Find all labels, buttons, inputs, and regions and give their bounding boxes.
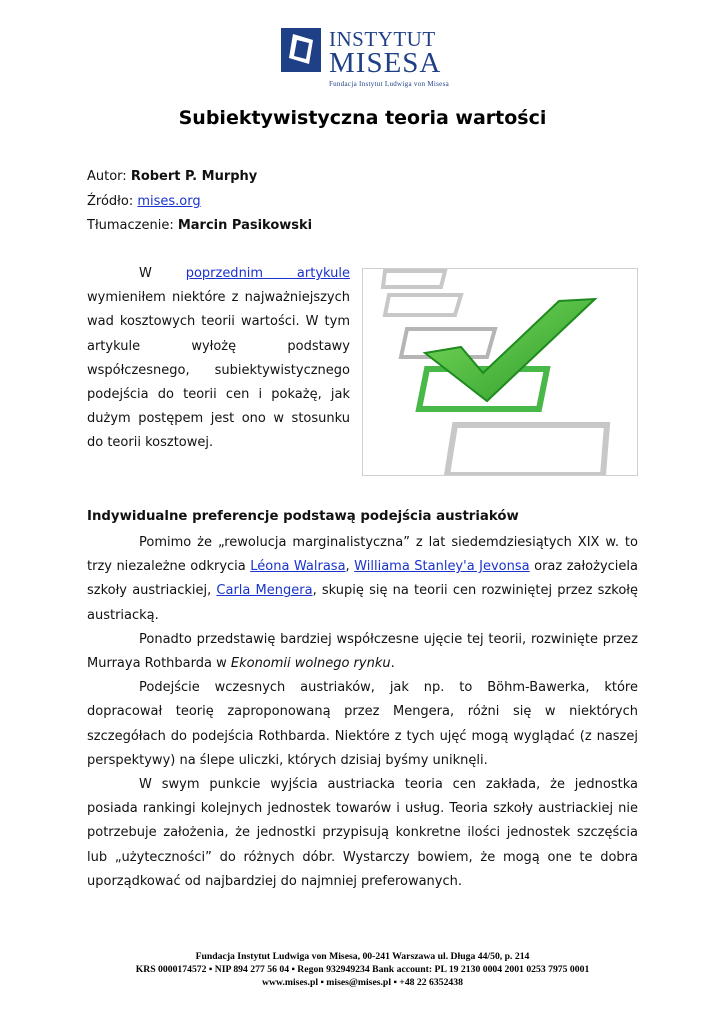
logo-line2: MISESA <box>329 47 442 79</box>
institute-logo-mark-icon <box>279 26 325 76</box>
checklist-image <box>362 268 638 476</box>
translator-name: Marcin Pasikowski <box>177 218 313 233</box>
logo <box>279 26 449 88</box>
book-title: Ekonomii wolnego rynku <box>230 656 391 672</box>
section-heading: Indywidualne preferencje podstawą podejścia austriaków <box>87 509 519 524</box>
p1-text-c: oraz założyciela szkoły austriackiej, <box>87 559 638 599</box>
page-title: Subiektywistyczna teoria wartości <box>178 107 547 129</box>
p1-text-b: , <box>345 559 355 575</box>
author-label: Autor: <box>87 169 131 184</box>
logo-subtitle: Fundacja Instytut Ludwiga von Misesa <box>328 80 449 88</box>
intro-text-rest: wymieniłem niektóre z najważniejszych wad kosztowych teorii wartości. W tym artykule wyłożę podstawy współczesnego, subiektywistycznego podejścia do teorii cen i pokażę, jak dużym postępem jest ono w stosunku do teorii kosztowej. <box>87 290 350 451</box>
previous-article-link[interactable]: poprzednim artykule <box>185 266 350 281</box>
footer-contact: www.mises.pl ▪ mises@mises.pl ▪ +48 22 6352438 <box>262 977 463 988</box>
article-body <box>87 531 638 894</box>
paragraph-3: Podejście wczesnych austriaków, jak np. to Böhm-Bawerka, które dopracował teorię zaproponowaną przez Mengera, różni się w niektórych szczegółach do podejścia Rothbarda. Niektóre z tych ujęć mogą wyglądać (z naszej perspektywy) na ślepe uliczki, których dzisiaj byśmy uniknęli. <box>87 680 638 768</box>
paragraph-1 <box>87 531 638 628</box>
translation-label: Tłumaczenie: <box>87 218 178 233</box>
intro-paragraph <box>87 262 350 456</box>
walras-link[interactable]: Léona Walrasa <box>250 559 346 575</box>
p2-text-b: . <box>390 656 395 672</box>
paragraph-4: W swym punkcie wyjścia austriacka teoria cen zakłada, że jednostka posiada rankingi kolejnych jednostek towarów i usług. Teoria szkoły austriackiej nie potrzebuje założenia, że jednostki przypisują konkretne ilości jednostek szczęścia lub „użyteczności” do różnych dóbr. Wystarczy bowiem, że mogą one te dobra uporządkować od najbardziej do najmniej preferowanych. <box>87 777 638 889</box>
menger-link[interactable]: Carla Mengera <box>216 583 313 599</box>
p1-text-a: Pomimo że „rewolucja marginalistyczna” z lat siedemdziesiątych XIX w. to trzy niezależne odkrycia <box>87 535 638 575</box>
source-line <box>87 194 201 210</box>
translation-line <box>87 218 312 234</box>
footer-registration: KRS 0000174572 ▪ NIP 894 277 56 04 ▪ Regon 932949234 Bank account: PL 19 2130 0004 2001 0253 7975 0001 <box>135 964 590 975</box>
author-name: Robert P. Murphy <box>130 169 258 184</box>
source-link[interactable]: mises.org <box>137 194 201 209</box>
author-line <box>87 169 257 185</box>
footer-address: Fundacja Instytut Ludwiga von Misesa, 00-241 Warszawa ul. Długa 44/50, p. 214 <box>195 951 530 962</box>
paragraph-2 <box>87 628 638 676</box>
p2-text-a: Ponadto przedstawię bardziej współczesne ujęcie tej teorii, rozwinięte przez Murraya Rothbarda w <box>87 631 638 672</box>
intro-text-start: W <box>139 266 186 281</box>
source-label: Źródło: <box>87 194 138 209</box>
logo-line1: INSTYTUT <box>329 27 436 51</box>
checkmark-checklist-icon <box>363 269 637 475</box>
p1-text-d: , skupię się na teorii cen rozwiniętej przez szkołę austriacką. <box>87 583 638 623</box>
jevons-link[interactable]: Williama Stanley'a Jevonsa <box>354 559 530 575</box>
